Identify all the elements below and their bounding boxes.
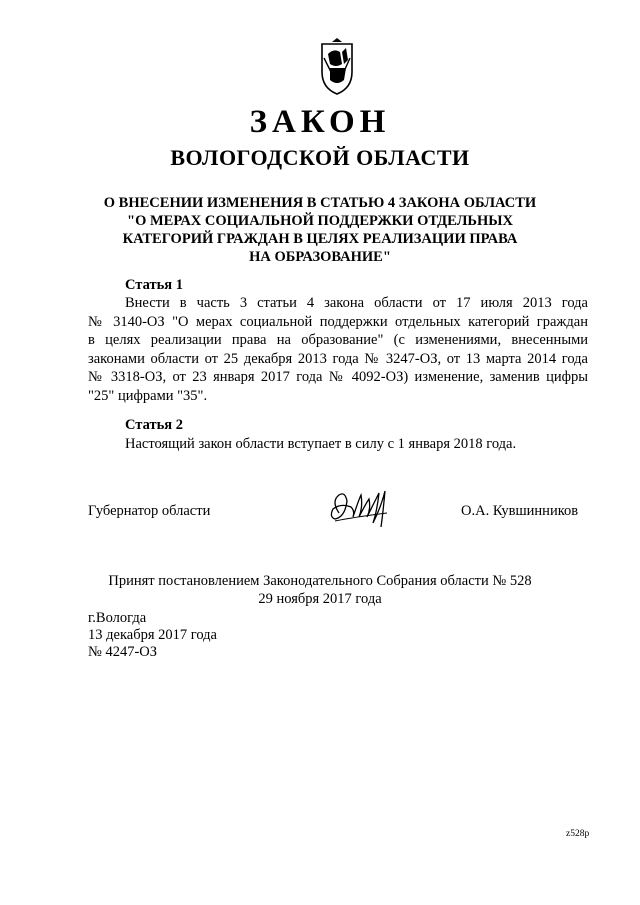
adoption-line: Принят постановлением Законодательного Собрания области № 528 — [108, 573, 532, 589]
article-1-text — [88, 294, 588, 405]
document-code: z528p — [566, 829, 590, 839]
article-1-line: в целях реализации права на образование" (с изменениями, внесенными — [88, 332, 588, 348]
city: г.Вологда — [88, 610, 147, 626]
article-1-line: законами области от 25 декабря 2013 года № 3247-ОЗ, от 13 марта 2014 года — [88, 350, 588, 367]
subtitle-line: О ВНЕСЕНИИ ИЗМЕНЕНИЯ В СТАТЬЮ 4 ЗАКОНА ОБЛАСТИ — [103, 195, 537, 211]
document-title: ЗАКОН — [249, 104, 391, 140]
law-subtitle — [0, 194, 640, 266]
article-1-line: Внести в часть 3 статьи 4 закона области от 17 июля 2013 года — [125, 295, 588, 311]
law-date: 13 декабря 2017 года — [88, 627, 217, 643]
article-2-heading: Статья 2 — [125, 417, 183, 433]
subtitle-line: КАТЕГОРИЙ ГРАЖДАН В ЦЕЛЯХ РЕАЛИЗАЦИИ ПРАВА — [122, 231, 518, 247]
article-1-heading: Статья 1 — [125, 277, 183, 293]
adoption-date: 29 ноября 2017 года — [258, 591, 382, 607]
governor-name: О.А. Кувшинников — [461, 503, 579, 519]
adoption-note — [0, 572, 640, 608]
article-1-line: "25" цифрами "35". — [88, 387, 208, 404]
governor-title: Губернатор области — [88, 503, 211, 519]
article-1-line: № 3140-ОЗ "О мерах социальной поддержки отдельных категорий граждан — [88, 313, 588, 330]
subtitle-line: "О МЕРАХ СОЦИАЛЬНОЙ ПОДДЕРЖКИ ОТДЕЛЬНЫХ — [127, 213, 513, 229]
article-1-line: № 3318-ОЗ, от 23 января 2017 года № 4092-ОЗ) изменение, заменив цифры — [88, 369, 588, 385]
subtitle-line: НА ОБРАЗОВАНИЕ" — [249, 249, 391, 265]
region-title: ВОЛОГОДСКОЙ ОБЛАСТИ — [170, 145, 470, 170]
signature-image — [325, 487, 405, 529]
article-2-text: Настоящий закон области вступает в силу с 1 января 2018 года. — [125, 436, 517, 452]
law-number: № 4247-ОЗ — [88, 644, 158, 660]
coat-of-arms-icon — [312, 38, 362, 96]
